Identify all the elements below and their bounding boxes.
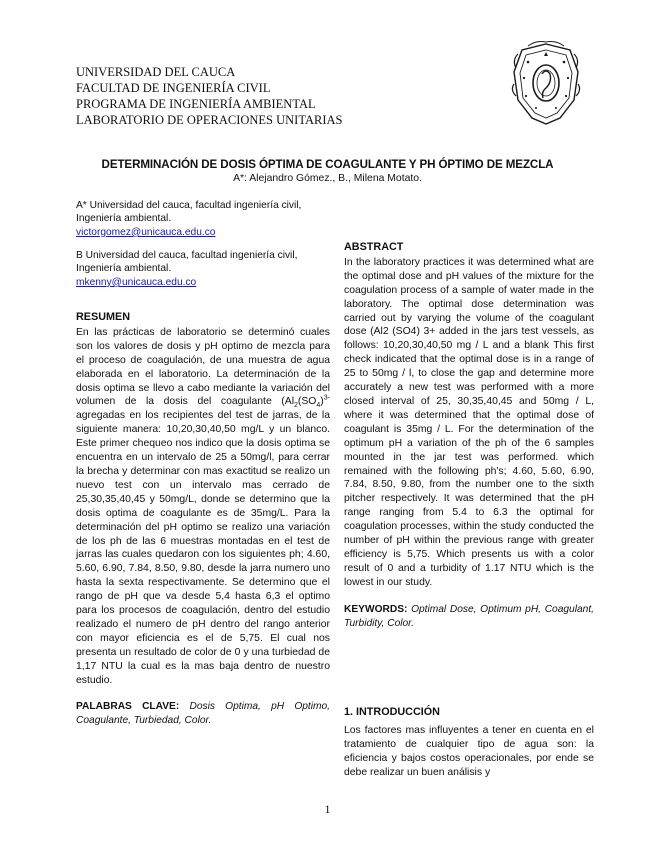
header-program: PROGRAMA DE INGENIERÍA AMBIENTAL <box>76 97 316 111</box>
affiliation-a-line2: Ingeniería ambiental. <box>76 213 172 225</box>
affiliation-a-email[interactable]: victorgomez@unicauca.edu.co <box>76 226 216 238</box>
abstract-text: In the laboratory practices it was determined what are the optimal dose and pH values of the mixture for the coagulation process of a sample of water made in the laboratory. The optimal dose determination was carried out by varying the volume of the coagulant dose (Al2 (SO4) 3+ added in the jars test vessels, as follows: 10,20,30,40,50 mg / L and a blank This first check indicated that the optimal dose is in a range of 25 to 50mg / l, to close the gap and determine more accurately a new test was performed with a more closed interval of 25, 30,35,40,45 and 50mg / L, where it was determined that the optimal dose of coagulant is 35mg / L. For the determination of the optimum pH a variation of the ph of the 6 samples mounted in the jar test was performed. which remained with the following ph's; 4.60, 5.60, 6.90, 7.84, 8.50, 9.80, from the number one to the sixth pitcher respectively. It was determined that the pH range ranging from 5.4 to 6.3 the optimal for coagulation processes, within the study conducted the number of pH within the previous range with greater efficiency is 5,75. Which presents us with a color result of 0 and a turbidity of 1.17 NTU which is the lowest in our study. <box>344 256 594 588</box>
document-header <box>76 64 343 128</box>
header-lab: LABORATORIO DE OPERACIONES UNITARIAS <box>76 113 343 127</box>
affiliation-b <box>76 249 330 289</box>
keywords-text: Optimal Dose, Optimum pH, Coagulant, Turbidity, Color. <box>344 603 594 629</box>
university-seal-icon <box>508 38 584 126</box>
affiliation-b-line2: Ingeniería ambiental. <box>76 263 172 275</box>
abstract-heading: ABSTRACT <box>344 241 404 253</box>
affiliation-b-email[interactable]: mkenny@unicauca.edu.co <box>76 276 197 288</box>
palabras-clave-text: Dosis Optima, pH Optimo, Coagulante, Turbiedad, Color. <box>76 701 330 727</box>
abstract-section <box>344 241 594 631</box>
palabras-clave <box>76 700 330 728</box>
keywords-label: KEYWORDS: <box>344 603 408 615</box>
palabras-clave-label: PALABRAS CLAVE: <box>76 701 180 713</box>
header-faculty: FACULTAD DE INGENIERÍA CIVIL <box>76 81 271 95</box>
resumen-text: En las prácticas de laboratorio se determinó cuales son los valores de dosis y pH optimo de mezcla para el proceso de coagulación, de una muestra de agua elaborada en el laboratorio. La determinación de la dosis optima se llevo a cabo mediante la variación del volumen de la dosis del coagulante ($Al_2(SO_4)^{3-}$ agregadas en los recipientes del test de jarras, de la siguiente manera: 10,20,30,40,50 mg/L y un blanco. Este primer chequeo nos indico que la dosis optima se encuentra en un intervalo de 25 a 50mg/l, para cerrar la brecha y determinar con mas exactitud se realizo un nuevo test con un intervalo mas cerrado de 25,30,35,40,45 y 50mg/L, donde se determino que la dosis optima de coagulante es de 35mg/L. Para la determinación del pH optimo se realizo una variación de los ph de las 6 muestras montadas en el test de jarras las cuales quedaron con los siguientes ph; 4.60, 5.60, 6.90, 7.84, 8.50, 9.80, desde la jarra numero uno hasta la sexta respectivamente. Se determino que el rango de pH que va desde 5,4 hasta 6,3 el optimo para los procesos de coagulación, dentro del estudio realizado el numero de pH dentro del rango anterior con mayor eficiencia es el de 5,75. El cual nos presenta un resultado de color de 0 y una turbiedad de 1,17 NTU la cual es la mas baja dentro de nuestro estudio. <box>76 326 330 686</box>
page-number: 1 <box>324 802 331 816</box>
header-university: UNIVERSIDAD DEL CAUCA <box>76 65 236 79</box>
affiliation-a <box>76 199 330 239</box>
keywords <box>344 603 594 631</box>
affiliation-b-line1: B Universidad del cauca, facultad ingeniería civil, <box>76 250 298 261</box>
resumen-heading: RESUMEN <box>76 311 130 323</box>
introduccion-text: Los factores mas influyentes a tener en cuenta en el tratamiento de cualquier tipo de agua son: la eficiencia y bajos costos operacionales, por ende se debe realizar un buen análisis y <box>344 725 594 778</box>
paper-authors: A*: Alejandro Gómez., B., Milena Motato. <box>233 173 422 184</box>
resumen-section <box>76 311 330 728</box>
paper-title: DETERMINACIÓN DE DOSIS ÓPTIMA DE COAGULANTE Y PH ÓPTIMO DE MEZCLA <box>101 158 554 171</box>
affiliation-a-line1: A* Universidad del cauca, facultad ingeniería civil, <box>76 200 302 211</box>
introduccion-heading: 1. INTRODUCCIÓN <box>344 706 440 718</box>
